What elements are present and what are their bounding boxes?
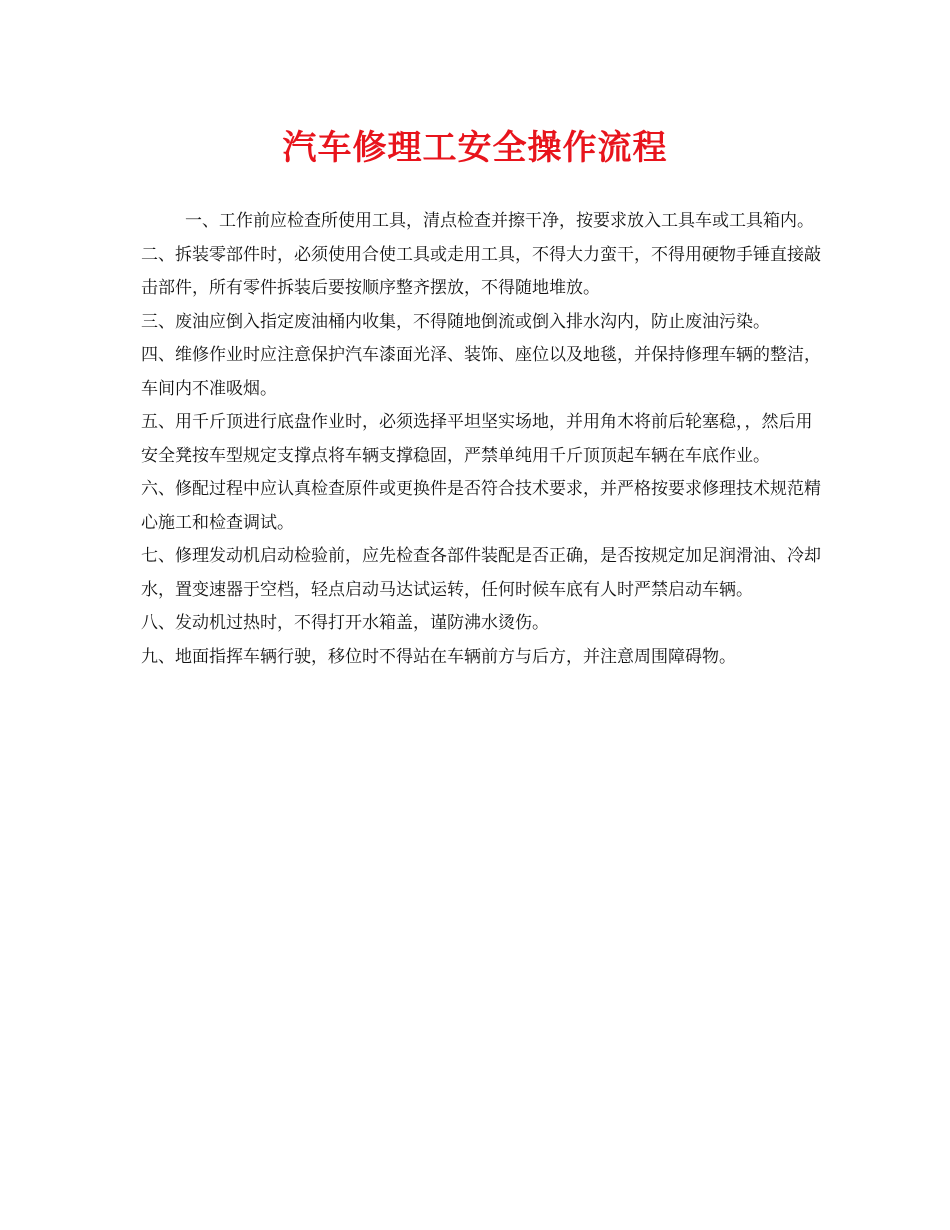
paragraph-7: 七、修理发动机启动检验前，应先检查各部件装配是否正确，是否按规定加足润滑油、冷却水，置变速器于空档，轻点启动马达试运转，任何时候车底有人时严禁启动车辆。 xyxy=(141,546,821,600)
paragraph-4: 四、维修作业时应注意保护汽车漆面光泽、装饰、座位以及地毯，并保持修理车辆的整洁，车间内不准吸烟。 xyxy=(141,345,821,399)
paragraph-6: 六、修配过程中应认真检查原件或更换件是否符合技术要求，并严格按要求修理技术规范精心施工和检查调试。 xyxy=(141,479,821,533)
paragraph-5: 五、用千斤顶进行底盘作业时，必须选择平坦坚实场地，并用角木将前后轮塞稳，，然后用安全凳按车型规定支撑点将车辆支撑稳固，严禁单纯用千斤顶顶起车辆在车底作业。 xyxy=(141,412,813,466)
paragraph-1: 一、工作前应检查所使用工具，清点检查并擦干净，按要求放入工具车或工具箱内。 xyxy=(185,211,814,231)
paragraph-9: 九、地面指挥车辆行驶，移位时不得站在车辆前方与后方，并注意周围障碍物。 xyxy=(141,646,736,667)
paragraph-3: 三、废油应倒入指定废油桶内收集，不得随地倒流或倒入排水沟内，防止废油污染。 xyxy=(141,311,770,332)
document-title: 汽车修理工安全操作流程 xyxy=(282,128,668,168)
paragraph-2: 二、拆装零部件时，必须使用合使工具或走用工具，不得大力蛮干，不得用硬物手锤直接敲击部件，所有零件拆装后要按顺序整齐摆放，不得随地堆放。 xyxy=(141,244,821,298)
paragraph-8: 八、发动机过热时，不得打开水箱盖，谨防沸水烫伤。 xyxy=(141,613,549,633)
document-body xyxy=(141,205,821,674)
